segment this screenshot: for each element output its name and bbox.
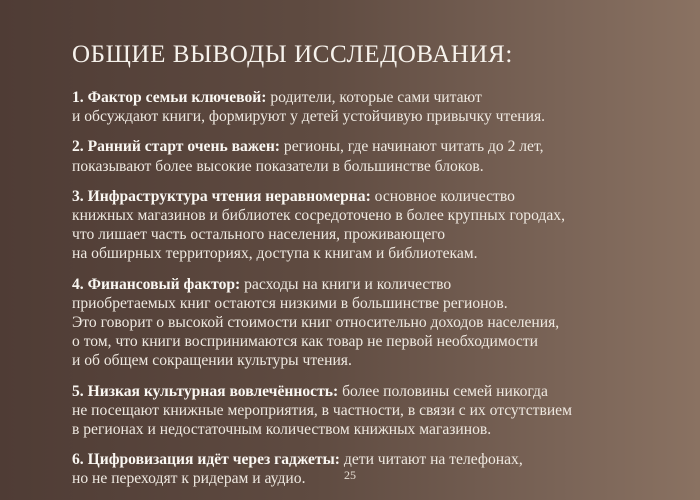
finding-line: [72, 275, 672, 294]
finding-cultural-engagement: [72, 382, 672, 440]
finding-line: [72, 187, 672, 206]
finding-heading: 1. Фактор семьи ключевой:: [72, 89, 267, 106]
finding-heading: 2. Ранний старт очень важен:: [72, 138, 281, 156]
page-title: ОБЩИЕ ВЫВОДЫ ИССЛЕДОВАНИЯ:: [72, 41, 513, 68]
findings-list: [72, 88, 672, 500]
finding-line: книжных магазинов и библиотек сосредоточено в более крупных городах,: [72, 207, 565, 225]
page-number: 25: [344, 468, 356, 482]
finding-text: расходы на книги и количество: [240, 275, 452, 293]
finding-heading: 5. Низкая культурная вовлечённость:: [72, 382, 339, 400]
finding-line: в регионах и недостаточным количеством книжных магазинов.: [72, 421, 492, 439]
finding-reading-infrastructure: [72, 187, 672, 264]
finding-line: [72, 88, 672, 107]
finding-line: [72, 137, 672, 156]
finding-line: о том, что книги воспринимаются как товар не первой необходимости: [72, 333, 538, 351]
finding-line: Это говорит о высокой стоимости книг относительно доходов населения,: [72, 314, 560, 332]
finding-line: приобретаемых книг остаются низкими в большинстве регионов.: [72, 294, 508, 312]
finding-line: на обширных территориях, доступа к книгам и библиотекам.: [72, 245, 478, 263]
finding-line: не посещают книжные мероприятия, в частности, в связи с их отсутствием: [72, 401, 572, 419]
finding-line: что лишает часть остального населения, проживающего: [72, 226, 446, 244]
finding-early-start: [72, 137, 672, 175]
finding-text: регионы, где начинают читать до 2 лет,: [280, 138, 544, 156]
finding-line: и обсуждают книги, формируют у детей устойчивую привычку чтения.: [72, 108, 546, 126]
finding-text: дети читают на телефонах,: [340, 451, 523, 469]
finding-line: [72, 382, 672, 401]
finding-text: основное количество: [370, 187, 515, 205]
finding-line: [72, 450, 672, 469]
finding-line: показывают более высокие показатели в большинстве блоков.: [72, 157, 484, 175]
finding-family-factor: [72, 88, 672, 126]
finding-text: более половины семей никогда: [338, 382, 548, 400]
finding-line: но не переходят к ридерам и аудио.: [72, 470, 306, 488]
finding-text: родители, которые сами читают: [266, 89, 482, 106]
finding-line: и об общем сокращении культуры чтения.: [72, 352, 352, 370]
finding-heading: 6. Цифровизация идёт через гаджеты:: [72, 451, 340, 469]
finding-financial-factor: [72, 275, 672, 371]
finding-heading: 3. Инфраструктура чтения неравномерна:: [72, 187, 371, 205]
finding-heading: 4. Финансовый фактор:: [72, 275, 241, 293]
